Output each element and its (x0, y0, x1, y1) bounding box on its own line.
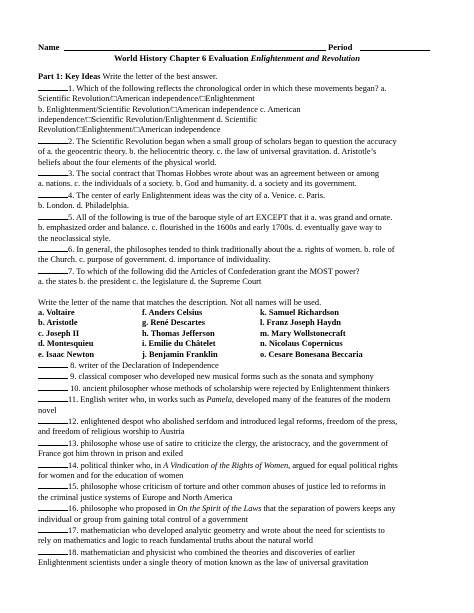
name-blank (64, 50, 326, 51)
answer-blank[interactable] (38, 460, 68, 468)
item-text: 10. ancient philosopher whose methods of scholarship were rejected by Enlightenment thinkers (68, 383, 390, 393)
question-continuation (38, 105, 436, 115)
item-text: 17. mathematician who developed analytic geometry and wrote about the need for scientists to (68, 526, 385, 536)
name-option: d. Montesquieu (38, 339, 94, 349)
match-item (38, 416, 436, 427)
question-continuation (38, 179, 436, 189)
question-continuation (38, 94, 436, 104)
answer-blank[interactable] (38, 168, 68, 176)
item-continuation: novel (38, 405, 57, 415)
item-continuation: Enlightenment scientists under a single theory of motion known as the law of universal gravitation (38, 558, 369, 568)
match-item (38, 547, 436, 558)
part1-instruction: Write the letter of the best answer. (100, 72, 218, 82)
question-continuation (38, 147, 436, 157)
question-text: of a. the geocentric theory. b. the heliocentric theory. c. the law of universal gravitation. d. Aristotle’s (38, 147, 377, 157)
item-text-after: argued for equal political rights (290, 460, 398, 470)
match-item (38, 371, 436, 382)
question-line (38, 212, 436, 223)
item-continuation: individual or group from gaining total control of a government (38, 514, 249, 524)
item-continuation: and freedom of religious worship to Austria (38, 427, 185, 437)
question-continuation (38, 125, 436, 135)
item-continuation: France got him thrown in prison and exiled (38, 449, 183, 459)
period-blank (360, 50, 430, 51)
answer-blank[interactable] (38, 416, 68, 424)
item-text: 9. classical composer who developed new musical forms such as the sonata and symphony (68, 372, 374, 382)
item-continuation: for women and for the education of women (38, 471, 184, 481)
names-table (38, 308, 380, 360)
question-text: independence/□Scientific Revolution/Enlightenment d. Scientific (38, 115, 258, 125)
part2-instruction: Write the letter of the name that matches the description. Not all names will be used. (38, 297, 322, 307)
question-continuation (38, 255, 436, 265)
answer-blank[interactable] (38, 244, 68, 252)
part1-heading: Part 1: Key Ideas (38, 72, 101, 82)
question-text: b. Enlightenment/Scientific Revolution/□American independence c. American (38, 104, 301, 114)
question-line (38, 136, 436, 147)
answer-blank[interactable] (38, 383, 68, 391)
names-row (38, 350, 380, 360)
question-line (38, 266, 436, 277)
names-row (38, 339, 380, 349)
item-text: 15. philosophe whose criticism of torture and other common abuses of justice led to reforms in (68, 482, 386, 492)
question-text: 5. All of the following is true of the baroque style of art EXCEPT that it a. was grand and ornate. (68, 212, 393, 222)
answer-blank[interactable] (38, 83, 68, 91)
item-text: 11. English writer who, in works such as (68, 395, 207, 405)
worksheet-title (38, 53, 436, 63)
title-text: World History Chapter 6 Evaluation (114, 53, 251, 63)
period-label: Period (328, 42, 353, 52)
part1-heading-line (38, 72, 436, 82)
answer-blank[interactable] (38, 212, 68, 220)
question-continuation (38, 115, 436, 125)
name-option: e. Isaac Newton (38, 349, 95, 359)
item-text: 18. mathematician and physicist who combined the theories and discoveries of earlier (68, 547, 355, 557)
question-text: Scientific Revolution/□American independence/□Enlightenment (38, 94, 255, 104)
name-option: j. Benjamin Franklin (142, 349, 218, 359)
name-option: g. René Descartes (142, 318, 206, 328)
question-text: 4. The center of early Enlightenment ideas was the city of a. Venice. c. Paris. (68, 190, 326, 200)
name-option: l. Franz Joseph Haydn (260, 318, 341, 328)
question-line (38, 83, 436, 94)
item-continuation: the criminal justice systems of Europe and North America (38, 492, 233, 502)
question-line (38, 168, 436, 179)
name-option: b. Aristotle (38, 318, 78, 328)
match-item (38, 438, 436, 449)
item-text: 13. philosophe whose use of satire to criticize the clergy, the aristocracy, and the government of (68, 438, 389, 448)
question-text: the neoclassical style. (38, 233, 111, 243)
match-item (38, 481, 436, 492)
part1-questions (38, 83, 436, 288)
match-item (38, 360, 436, 371)
question-line (38, 244, 436, 255)
answer-blank[interactable] (38, 360, 68, 368)
question-line (38, 190, 436, 201)
item-text-after: developed many of the features of the modern (234, 395, 391, 405)
names-row (38, 329, 380, 339)
name-option: a. Voltaire (38, 307, 75, 317)
match-item (38, 383, 436, 394)
question-continuation (38, 158, 436, 168)
item-title-italic: On the Spirit of the Laws (177, 504, 262, 514)
name-option: i. Emilie du Châtelet (142, 339, 216, 349)
answer-blank[interactable] (38, 525, 68, 533)
question-text: 7. To which of the following did the Articles of Confederation grant the MOST power? (68, 266, 360, 276)
answer-blank[interactable] (38, 136, 68, 144)
item-text: 16. philosophe who proposed in (68, 504, 178, 514)
part2-items (38, 360, 436, 569)
question-text: the Church. c. purpose of government. d. importance of individuality. (38, 255, 271, 265)
names-row (38, 308, 380, 318)
match-item (38, 394, 436, 405)
question-text: b. emphasized order and balance. c. flourished in the 1600s and early 1700s. d. eventually gave way to (38, 223, 382, 233)
name-option: h. Thomas Jefferson (142, 328, 215, 338)
answer-blank[interactable] (38, 503, 68, 511)
question-continuation (38, 201, 436, 211)
answer-blank[interactable] (38, 481, 68, 489)
title-italic-text: Enlightenment and Revolution (250, 53, 360, 63)
item-text: 8. writer of the Declaration of Independence (68, 360, 219, 370)
answer-blank[interactable] (38, 438, 68, 446)
name-option: k. Samuel Richardson (260, 307, 339, 317)
question-text: a. the states b. the president c. the legislature d. the Supreme Court (38, 277, 262, 287)
match-item (38, 503, 436, 514)
name-period-line (38, 42, 436, 53)
answer-blank[interactable] (38, 190, 68, 198)
answer-blank[interactable] (38, 394, 68, 402)
question-text: Revolution/□Enlightenment/□American independence (38, 125, 221, 135)
question-continuation (38, 277, 436, 287)
question-text: 6. In general, the philosophes tended to think traditionally about the a. rights of women. b. role of (68, 244, 395, 254)
match-item (38, 460, 436, 471)
name-label: Name (38, 42, 60, 52)
name-option: m. Mary Wollstonecraft (260, 328, 346, 338)
question-continuation (38, 234, 436, 244)
answer-blank[interactable] (38, 266, 68, 274)
item-text-after: that the separation of powers keeps any (261, 504, 396, 514)
name-option: c. Joseph II (38, 328, 80, 338)
item-continuation: rely on mathematics and logic to reach fundamental truths about the natural world (38, 536, 313, 546)
question-text: beliefs about the four elements of the physical world. (38, 157, 217, 167)
question-text: 3. The social contract that Thomas Hobbes wrote about was an agreement between or among (68, 169, 380, 179)
question-text: 1. Which of the following reflects the chronological order in which these movements began? a. (68, 83, 387, 93)
question-text: b. London. d. Philadelphia. (38, 201, 129, 211)
question-text: a. nations. c. the individuals of a society. b. God and humanity. d. a society and its government. (38, 179, 357, 189)
question-text: 2. The Scientific Revolution began when a small group of scholars began to question the accuracy (68, 136, 397, 146)
answer-blank[interactable] (38, 371, 68, 379)
names-row (38, 318, 380, 328)
match-item (38, 525, 436, 536)
item-title-italic: Pamela, (206, 395, 235, 405)
question-continuation (38, 223, 436, 233)
item-text: 12. enlightened despot who abolished serfdom and introduced legal reforms, freedom of the press, (68, 417, 398, 426)
item-title-italic: A Vindication of the Rights of Women, (163, 460, 291, 470)
name-option: n. Nicolaus Copernicus (260, 339, 343, 349)
item-text: 14. political thinker who, in (68, 460, 164, 470)
answer-blank[interactable] (38, 547, 68, 555)
name-option: f. Anders Celsius (142, 307, 203, 317)
name-option: o. Cesare Bonesana Beccaria (260, 349, 363, 359)
